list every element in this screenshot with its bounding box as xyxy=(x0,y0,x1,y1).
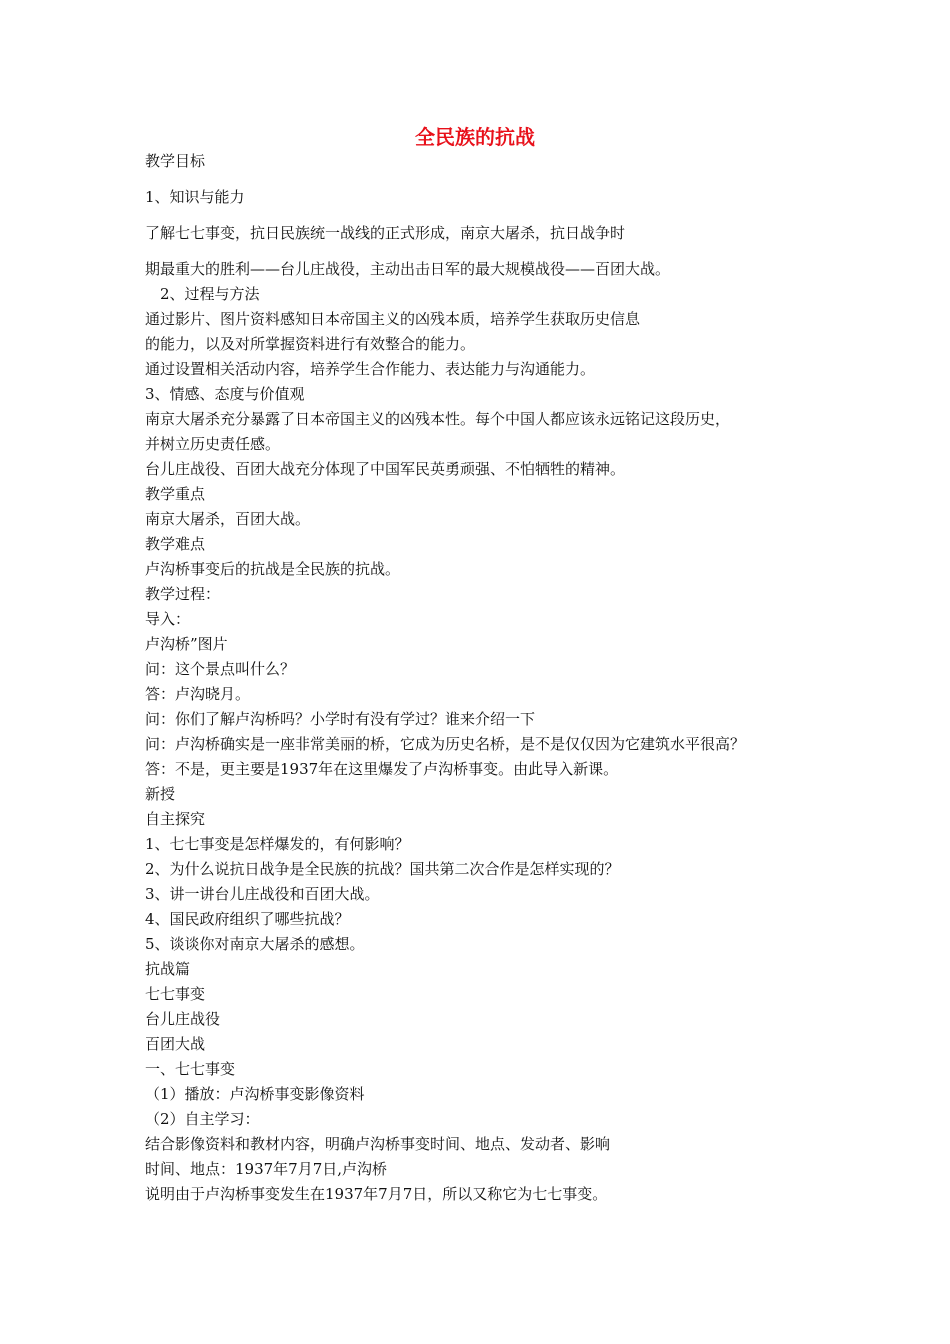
text-line: 抗战篇 xyxy=(145,960,191,978)
text-line: 问：卢沟桥确实是一座非常美丽的桥，它成为历史名桥，是不是仅仅因为它建筑水平很高？ xyxy=(145,735,746,753)
text-line: 5、谈谈你对南京大屠杀的感想。 xyxy=(145,935,365,953)
text-line: 教学重点 xyxy=(145,485,206,503)
text-line: 南京大屠杀，百团大战。 xyxy=(145,510,311,528)
text-line: 卢沟桥事变后的抗战是全民族的抗战。 xyxy=(145,560,401,578)
text-line: 教学过程： xyxy=(145,585,221,603)
text-line: 新授 xyxy=(145,785,176,803)
text-line: 了解七七事变，抗日民族统一战线的正式形成，南京大屠杀，抗日战争时 xyxy=(145,224,626,242)
text-line: 通过影片、图片资料感知日本帝国主义的凶残本质，培养学生获取历史信息 xyxy=(145,310,641,328)
text-line: 3、讲一讲台儿庄战役和百团大战。 xyxy=(145,885,380,903)
text-line: 1、七七事变是怎样爆发的，有何影响？ xyxy=(145,835,410,853)
text-line: 的能力，以及对所掌握资料进行有效整合的能力。 xyxy=(145,335,476,353)
text-line: 结合影像资料和教材内容，明确卢沟桥事变时间、地点、发动者、影响 xyxy=(145,1135,611,1153)
text-line: （2）自主学习： xyxy=(145,1110,260,1128)
text-line: 问：这个景点叫什么？ xyxy=(145,660,296,678)
text-line: 台儿庄战役、百团大战充分体现了中国军民英勇顽强、不怕牺牲的精神。 xyxy=(145,460,626,478)
text-line: 自主探究 xyxy=(145,810,206,828)
text-line: 答：卢沟晓月。 xyxy=(145,685,251,703)
text-line: 答：不是，更主要是1937年在这里爆发了卢沟桥事变。由此导入新课。 xyxy=(145,760,619,778)
text-line: 台儿庄战役 xyxy=(145,1010,221,1028)
text-line: 南京大屠杀充分暴露了日本帝国主义的凶残本性。每个中国人都应该永远铭记这段历史， xyxy=(145,410,731,428)
text-line: 1、知识与能力 xyxy=(145,188,245,206)
text-line: 导入： xyxy=(145,610,191,628)
text-line: 问：你们了解卢沟桥吗？小学时有没有学过？谁来介绍一下 xyxy=(145,710,536,728)
text-line: 时间、地点：1937年7月7日,卢沟桥 xyxy=(145,1160,388,1178)
text-line: 卢沟桥”图片 xyxy=(145,635,228,653)
text-line: 教学难点 xyxy=(145,535,206,553)
text-line: 百团大战 xyxy=(145,1035,206,1053)
text-line: 2、过程与方法 xyxy=(160,285,260,303)
text-line: （1）播放：卢沟桥事变影像资料 xyxy=(145,1085,365,1103)
text-line: 并树立历史责任感。 xyxy=(145,435,281,453)
text-line: 七七事变 xyxy=(145,985,206,1003)
text-line: 3、情感、态度与价值观 xyxy=(145,385,305,403)
text-line: 期最重大的胜利——台儿庄战役，主动出击日军的最大规模战役——百团大战。 xyxy=(145,260,671,278)
text-line: 教学目标 xyxy=(145,152,206,170)
text-line: 4、国民政府组织了哪些抗战？ xyxy=(145,910,350,928)
text-line: 通过设置相关活动内容，培养学生合作能力、表达能力与沟通能力。 xyxy=(145,360,596,378)
document-title: 全民族的抗战 xyxy=(415,125,535,149)
text-line: 说明由于卢沟桥事变发生在1937年7月7日，所以又称它为七七事变。 xyxy=(145,1185,608,1203)
text-line: 2、为什么说抗日战争是全民族的抗战？国共第二次合作是怎样实现的？ xyxy=(145,860,620,878)
text-line: 一、七七事变 xyxy=(145,1060,236,1078)
